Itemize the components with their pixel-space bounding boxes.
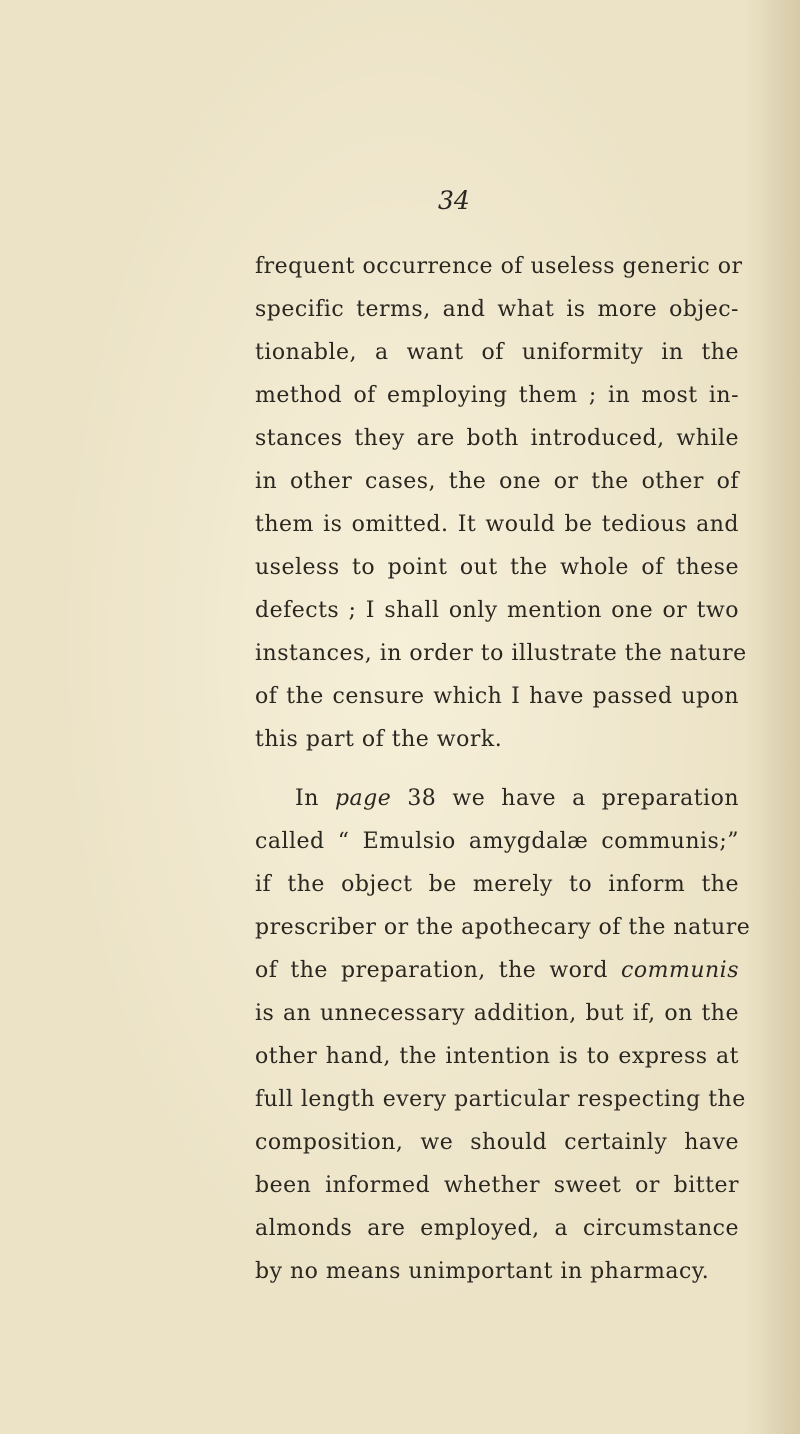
text-line: tionable, a want of uniformity in the [255,340,739,365]
text-line: by no means unimportant in pharmacy. [255,1259,710,1284]
text-line: been informed whether sweet or bitter [255,1173,739,1198]
text-line: frequent occurrence of useless generic or [255,254,743,279]
text-line: specific terms, and what is more objec- [255,297,739,322]
text-line: if the object be merely to inform the [255,872,739,897]
text-line: stances they are both introduced, while [255,426,739,451]
text-line: full length every particular respecting the [255,1087,746,1112]
text-line: useless to point out the whole of these [255,555,739,580]
text-span: In [295,786,335,811]
text-line: instances, in order to illustrate the nature [255,641,747,666]
text-line: defects ; I shall only mention one or two [255,598,739,623]
text-line: other hand, the intention is to express at [255,1044,739,1069]
text-line: this part of the work. [255,727,503,752]
text-line: composition, we should certainly have [255,1130,739,1155]
text-line: method of employing them ; in most in- [255,383,739,408]
text-line: called “ Emulsio amygdalæ communis;” [255,829,739,854]
italic-text: communis [621,958,739,983]
text-span: of the preparation, the word [255,958,622,983]
text-line: prescriber or the apothecary of the nature [255,915,751,940]
text-line: in other cases, the one or the other of [255,469,739,494]
page-number: 34 [438,186,470,215]
text-line [255,951,739,991]
text-line: of the censure which I have passed upon [255,684,739,709]
text-span: 38 we have a preparation [391,786,740,811]
italic-text: page [334,786,392,811]
text-line: is an unnecessary addition, but if, on the [255,1001,739,1026]
text-line: them is omitted. It would be tedious and [255,512,739,537]
text-line [295,779,739,819]
text-line: almonds are employed, a circumstance [255,1216,739,1241]
